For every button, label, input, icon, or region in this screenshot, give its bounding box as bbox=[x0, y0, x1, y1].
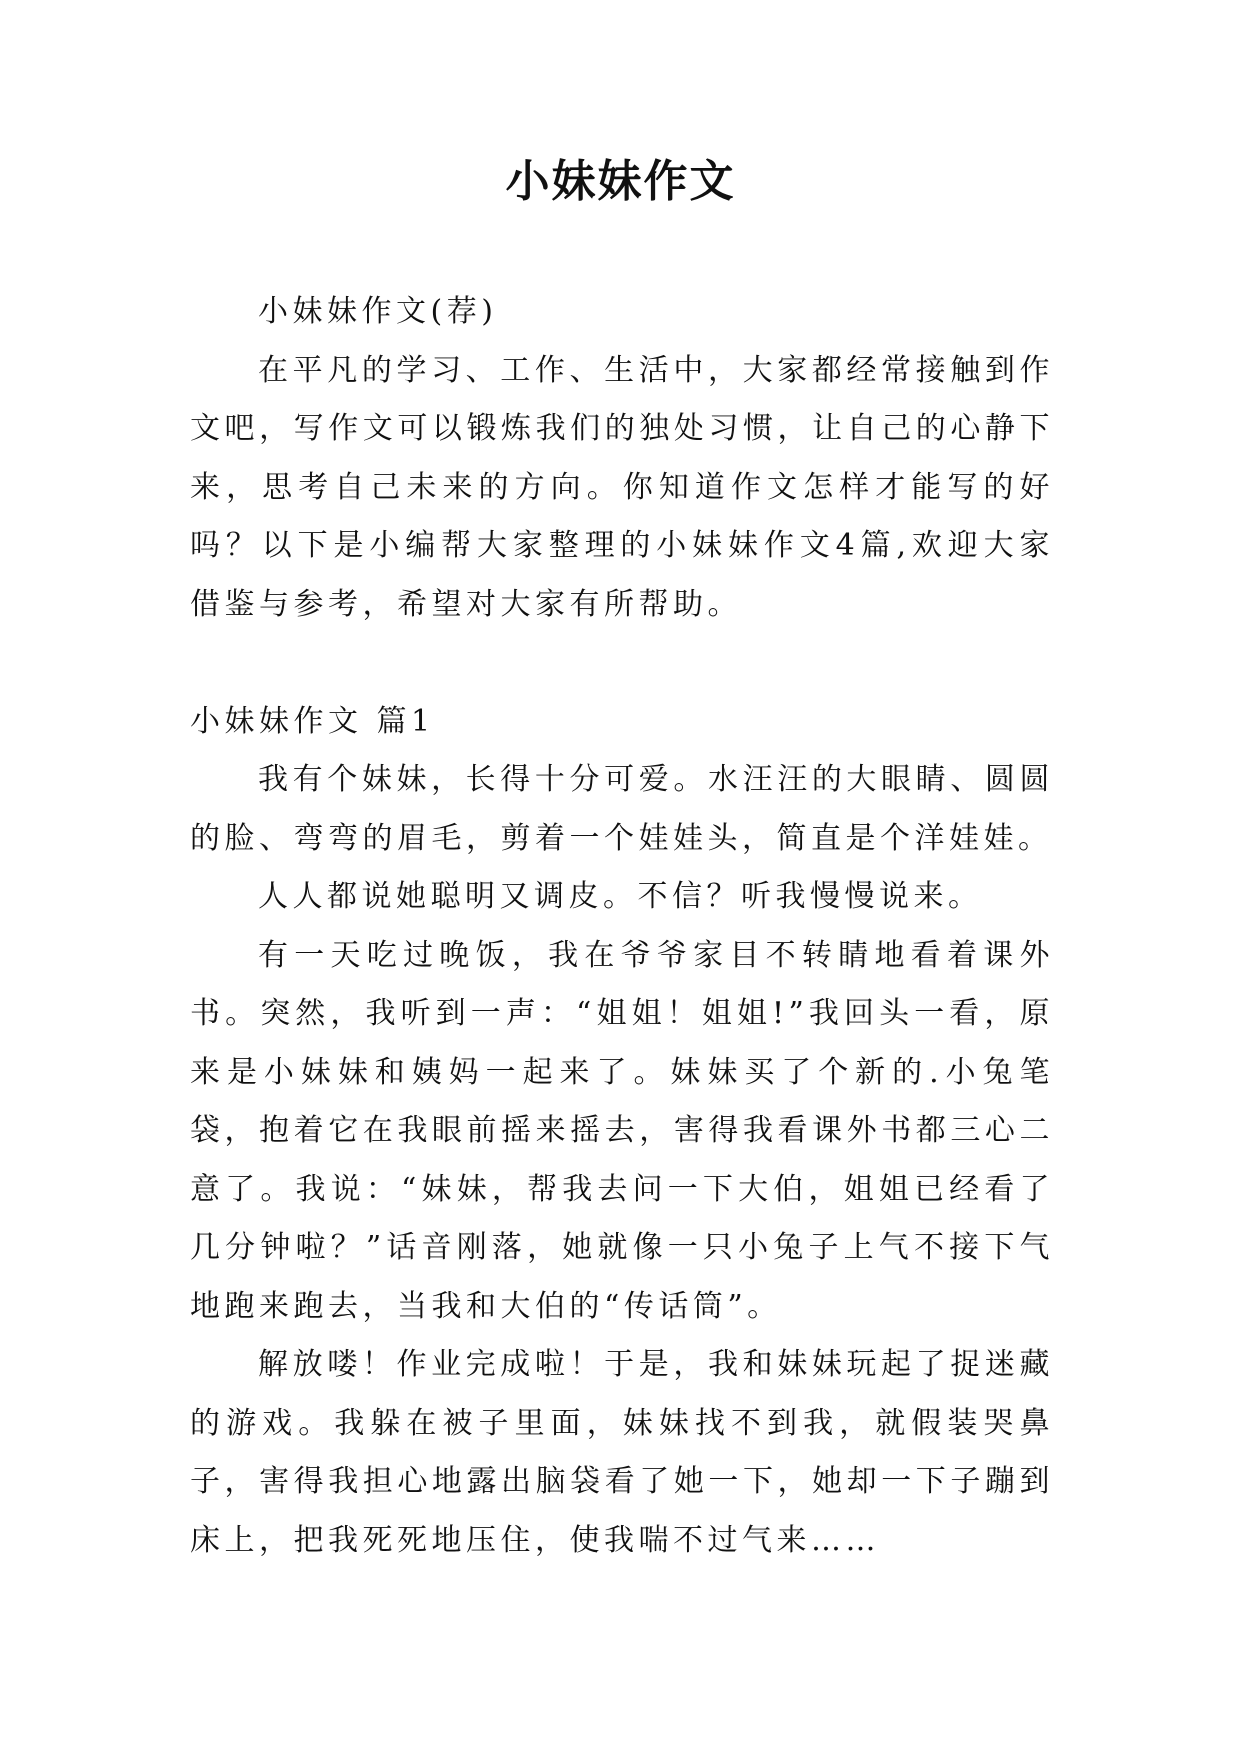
body-paragraph: 解放喽！作业完成啦！于是，我和妹妹玩起了捉迷藏的游戏。我躲在被子里面，妹妹找不到我，就假装哭鼻子，害得我担心地露出脑袋看了她一下，她却一下子蹦到床上，把我死死地压住，使我喘不过气来…… bbox=[190, 1347, 1054, 1558]
body-paragraph: 有一天吃过晚饭，我在爷爷家目不转睛地看着课外书。突然，我听到一声：“姐姐！姐姐!”我回头一看，原来是小妹妹和姨妈一起来了。妹妹买了个新的.小兔笔袋，抱着它在我眼前摇来摇去，害得我看课外书都三心二意了。我说：“妹妹，帮我去问一下大伯，姐姐已经看了几分钟啦？”话音刚落，她就像一只小兔子上气不接下气地跑来跑去，当我和大伯的“传话筒”。 bbox=[190, 937, 1054, 1324]
body-paragraph: 人人都说她聪明又调皮。不信？听我慢慢说来。 bbox=[258, 879, 983, 914]
section-heading: 小妹妹作文 篇1 bbox=[190, 703, 435, 739]
section-spacer bbox=[190, 634, 1054, 693]
document-body bbox=[190, 283, 1054, 1570]
intro-paragraph: 在平凡的学习、工作、生活中，大家都经常接触到作文吧，写作文可以锻炼我们的独处习惯，让自己的心静下来，思考自己未来的方向。你知道作文怎样才能写的好吗？以下是小编帮大家整理的小妹妹作文4篇,欢迎大家借鉴与参考，希望对大家有所帮助。 bbox=[190, 352, 1054, 622]
document-title: 小妹妹作文 bbox=[505, 156, 736, 207]
document-subtitle: 小妹妹作文(荐) bbox=[258, 294, 498, 329]
body-paragraph: 我有个妹妹，长得十分可爱。水汪汪的大眼睛、圆圆的脸、弯弯的眉毛，剪着一个娃娃头，简直是个洋娃娃。 bbox=[190, 762, 1054, 856]
